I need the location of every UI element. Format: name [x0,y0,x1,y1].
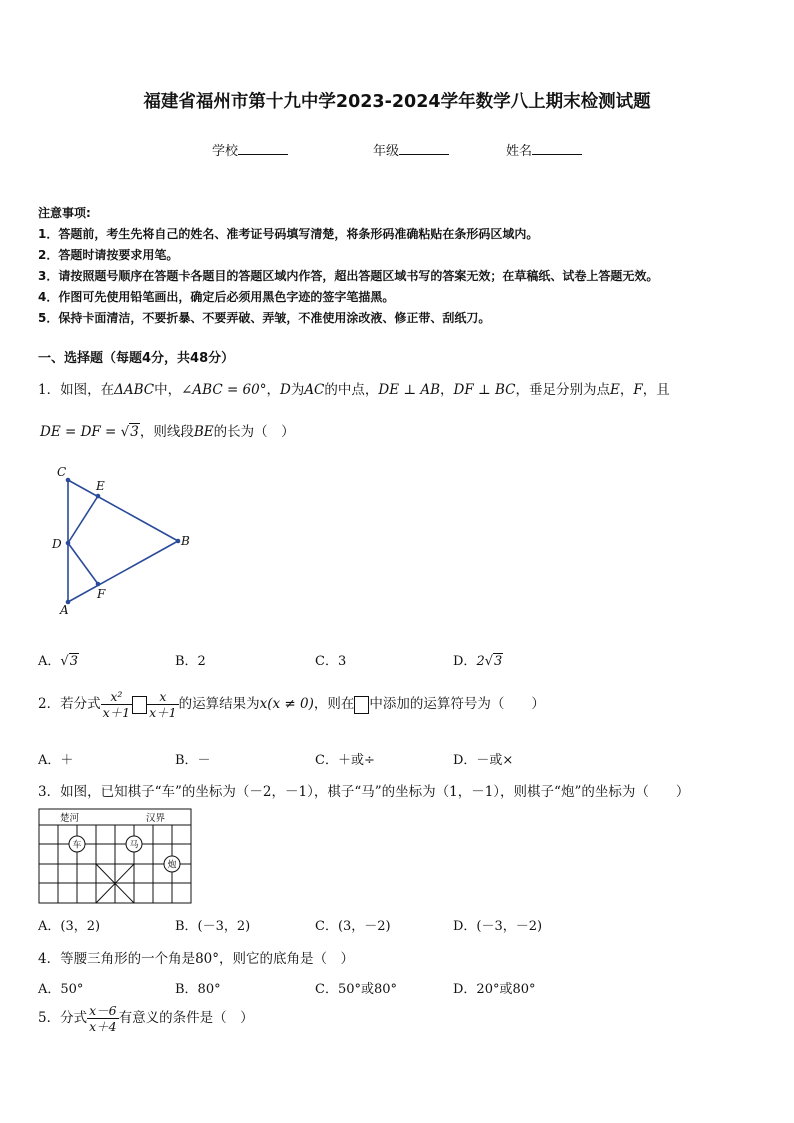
q3-chess-board [38,808,193,906]
name-field [506,140,582,159]
q2-option-b: B．－ [175,753,211,768]
blank-box [132,696,147,714]
q2-text: ，则在 [313,696,355,712]
option-radicand: 3 [494,654,503,669]
sqrt-symbol: √3 [60,654,78,669]
note-item: 1．答题前，考生先将自己的姓名、准考证号码填写清楚，将条形码准确粘贴在条形码区域内。 [38,227,539,241]
point-e [96,494,101,499]
q1-figure [48,462,198,617]
point-c [66,478,71,483]
q1-perp-de: DE ⊥ AB [378,382,441,398]
note-item: 4．作图可先使用铅笔画出，确定后必须用黑色字迹的签字笔描黑。 [38,290,395,304]
board-label-chuhe: 楚河 [60,813,80,824]
q2-option-a: A．＋ [38,753,74,768]
q1-point-f: F [633,382,643,398]
q2-option-d: D．－或× [453,753,514,768]
q2-result: x(x ≠ 0) [259,696,314,712]
option-coef: 2 [476,654,485,669]
q1-radicand: 3 [130,424,139,440]
notes-heading: 注意事项: [38,206,91,220]
fraction-numerator: x－6 [89,1003,117,1018]
blank-box [354,696,369,714]
q5-text: 5．分式 [38,1010,88,1026]
q4-option-b: B．80° [175,982,221,997]
label-e: E [96,479,105,493]
page-title: 福建省福州市第十九中学2023-2024学年数学八上期末检测试题 [143,92,651,112]
q1-text: 1．如图，在 [38,382,115,398]
q1-segment-be: BE [193,424,214,440]
note-item: 2．答题时请按要求用笔。 [38,248,179,262]
grade-field [373,140,449,159]
q5-text: 有意义的条件是（ ） [118,1010,254,1026]
q1-text: 为 [290,382,305,398]
fraction-denominator: x＋4 [89,1019,117,1034]
school-field [212,140,288,159]
q1-text: 中， [154,382,182,398]
notes-block [38,203,658,329]
point-f [96,582,101,587]
q1-text: ，垂足分别为点 [515,382,611,398]
sqrt-symbol: √3 [484,654,503,669]
q1-text: ， [440,382,454,398]
school-label: 学校 [212,144,239,159]
point-d [66,541,71,546]
segment-de [68,496,98,543]
q4-option-d: D．20°或80° [453,982,536,997]
fraction-denominator: x＋1 [102,705,131,720]
q1-text: ，且 [642,382,670,398]
piece-pao-label: 炮 [167,860,177,871]
q2-fraction-2 [147,689,179,720]
q1-option-c: C．3 [315,654,347,669]
segment-cb [68,480,178,541]
option-label: D． [453,654,477,669]
point-b [176,539,181,544]
label-b: B [181,534,190,548]
q1-text: 的长为（ ） [213,424,295,440]
q1-line1 [38,378,670,398]
fraction-numerator: x² [101,689,133,705]
label-d: D [52,537,62,551]
option-radicand: 3 [69,654,78,669]
fraction-denominator: x＋1 [149,705,177,720]
q1-angle: ∠ABC = 60° [181,382,267,398]
q3-option-d: D．(－3，－2) [453,919,543,934]
note-item: 3．请按照题号顺序在答题卡各题目的答题区域内作答，超出答题区域书写的答案无效；在草稿纸、试卷上答题无效。 [38,269,659,283]
q1-triangle: ΔABC [114,382,155,398]
q3-option-c: C．(3，－2) [315,919,391,934]
q2-text: 中添加的运算符号为（ ） [369,696,545,712]
q1-segment-ac: AC [304,382,325,398]
q1-text: ， [266,382,280,398]
q2-line [38,689,545,720]
grade-blank [399,142,449,155]
q3-option-a: A．(3，2) [38,919,101,934]
piece-che-label: 车 [72,840,82,851]
q1-point-e: E [610,382,620,398]
segment-ab [68,541,178,602]
q4-line: 4．等腰三角形的一个角是80°，则它的底角是（ ） [38,951,355,967]
q5-fraction [87,1003,119,1034]
q3-option-b: B．(－3，2) [175,919,251,934]
q5-line [38,1003,254,1034]
q1-line2 [40,420,295,440]
q4-option-c: C．50°或80° [315,982,398,997]
option-label: A． [38,654,61,669]
q2-option-c: C．＋或÷ [315,753,375,768]
q1-perp-df: DF ⊥ BC [453,382,516,398]
section-heading: 一、选择题（每题4分，共48分） [38,351,235,366]
piece-ma-label: 马 [129,840,139,851]
label-a: A [60,603,69,617]
q1-option-d [453,650,503,669]
name-blank [532,142,582,155]
q1-text: ， [619,382,634,398]
q2-fraction-1 [101,689,133,720]
segment-df [68,543,98,584]
label-c: C [57,465,67,479]
q1-option-a [38,650,79,669]
q1-option-b: B．2 [175,654,206,669]
label-f: F [97,587,106,601]
q2-text: 的运算结果为 [178,696,260,712]
note-item: 5．保持卡面清洁，不要折暴、不要弄破、弄皱，不准使用涂改液、修正带、刮纸刀。 [38,311,491,325]
q1-equation: DE = DF = [40,424,121,440]
fraction-numerator: x [147,689,179,705]
name-label: 姓名 [506,144,533,159]
sqrt-symbol: √3 [120,424,139,440]
q1-text: ，则线段 [139,424,194,440]
q3-line: 3．如图，已知棋子“车”的坐标为（－2，－1），棋子“马”的坐标为（1，－1），则棋子“炮”的坐标为（ ） [38,784,690,800]
board-label-hanjie: 汉界 [146,813,166,824]
q4-option-a: A．50° [38,982,84,997]
school-blank [238,142,288,155]
grade-label: 年级 [373,144,400,159]
q1-point-d: D [279,382,291,398]
q1-text: 的中点， [324,382,379,398]
q2-text: 2．若分式 [38,696,101,712]
